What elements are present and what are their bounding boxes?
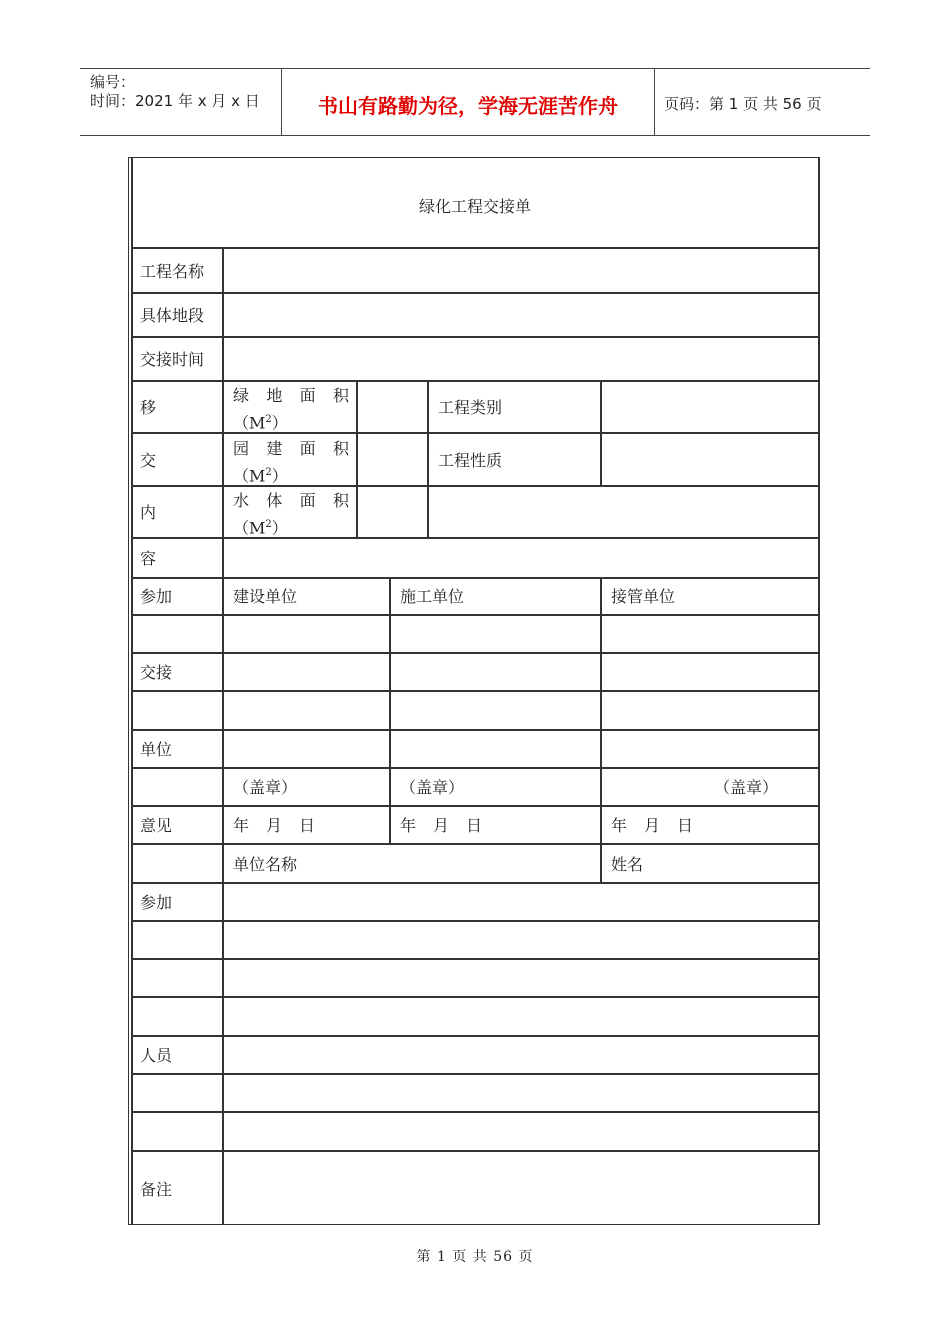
seal-note: （盖章） — [400, 778, 465, 797]
row-rule — [131, 652, 820, 654]
signing-date: 年 月 日 — [611, 816, 693, 835]
header-divider — [654, 68, 655, 135]
row-rule — [131, 336, 820, 338]
row-rule — [131, 247, 820, 249]
row-rule — [131, 1035, 820, 1037]
row-rule — [131, 292, 820, 294]
column-rule — [222, 248, 224, 1224]
row-rule — [131, 882, 820, 884]
garden-area-label — [233, 439, 349, 459]
water-area-unit: $(M^2)$ — [233, 518, 288, 538]
green-area-label — [233, 386, 349, 406]
header-page-info: 页码：第 1 页 共 56 页 — [664, 95, 822, 113]
row-rule — [131, 577, 820, 579]
label-char: 积 — [332, 439, 349, 458]
label-char: 水 — [233, 491, 250, 510]
water-area-label — [233, 491, 349, 511]
row-rule — [131, 958, 820, 960]
units-side-label: 单位 — [140, 740, 173, 759]
row-rule — [131, 380, 820, 382]
receiver-unit-header: 接管单位 — [611, 587, 676, 606]
column-rule — [427, 381, 429, 537]
row-rule — [131, 843, 820, 845]
row-rule — [131, 805, 820, 807]
row-rule — [131, 996, 820, 998]
label-char: 积 — [332, 386, 349, 405]
page-footer: 第 1 页 共 56 页 — [416, 1249, 534, 1265]
construction-unit-header: 建设单位 — [233, 587, 298, 606]
column-rule — [600, 381, 602, 485]
label-char: 面 — [299, 491, 316, 510]
unit-name-header: 单位名称 — [233, 855, 298, 874]
seal-note: （盖章） — [714, 778, 779, 797]
form-title: 绿化工程交接单 — [418, 197, 531, 216]
label-char: 园 — [233, 439, 250, 458]
column-rule — [356, 381, 358, 537]
label-char: 面 — [299, 439, 316, 458]
header-bottom-rule — [80, 135, 870, 136]
row-rule — [131, 729, 820, 731]
label-char: 地 — [266, 386, 283, 405]
column-rule — [131, 157, 133, 1225]
remarks-label: 备注 — [140, 1180, 173, 1199]
personnel-side-label: 人员 — [140, 1046, 173, 1065]
personnel-side-label: 参加 — [140, 893, 173, 912]
units-side-label: 意见 — [140, 816, 173, 835]
row-rule — [131, 1150, 820, 1152]
project-name-label: 工程名称 — [140, 262, 205, 281]
builder-unit-header: 施工单位 — [400, 587, 465, 606]
label-char: 积 — [332, 491, 349, 510]
row-rule — [131, 614, 820, 616]
green-area-unit: $(M^2)$ — [233, 413, 288, 433]
label-char: 建 — [266, 439, 283, 458]
units-side-label: 交接 — [140, 663, 173, 682]
row-rule — [131, 920, 820, 922]
document-date-label: 时间：2021 年 x 月 x 日 — [90, 92, 260, 110]
label-char: 面 — [299, 386, 316, 405]
units-side-label: 参加 — [140, 587, 173, 606]
handover-time-label: 交接时间 — [140, 350, 205, 369]
transfer-side-label: 交 — [140, 451, 157, 470]
document-number-label: 编号： — [90, 73, 136, 91]
seal-note: （盖章） — [233, 778, 298, 797]
project-nature-label: 工程性质 — [438, 451, 503, 470]
row-rule — [131, 1073, 820, 1075]
header-motto: 书山有路勤为径，学海无涯苦作舟 — [318, 94, 618, 118]
column-rule — [389, 578, 391, 843]
label-char: 绿 — [233, 386, 250, 405]
signing-date: 年 月 日 — [233, 816, 315, 835]
project-category-label: 工程类别 — [438, 398, 503, 417]
row-rule — [131, 1111, 820, 1113]
garden-area-unit: $(M^2)$ — [233, 466, 288, 486]
label-char: 体 — [266, 491, 283, 510]
column-rule — [818, 157, 820, 1225]
column-rule — [600, 578, 602, 882]
transfer-side-label: 内 — [140, 503, 157, 522]
location-label: 具体地段 — [140, 306, 205, 325]
transfer-side-label: 移 — [140, 398, 157, 417]
transfer-side-label: 容 — [140, 549, 157, 568]
header-top-rule — [80, 68, 870, 69]
row-rule — [131, 690, 820, 692]
person-name-header: 姓名 — [611, 855, 644, 874]
row-rule — [131, 767, 820, 769]
signing-date: 年 月 日 — [400, 816, 482, 835]
